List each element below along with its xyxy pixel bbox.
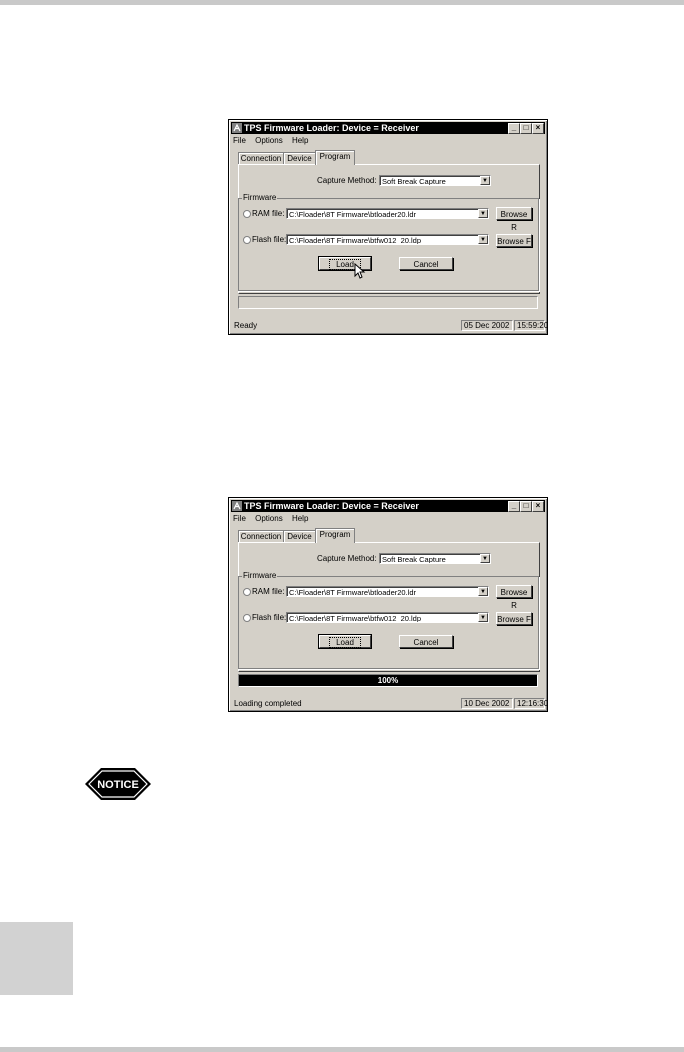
minimize-button[interactable]: _ xyxy=(508,123,520,134)
dropdown-arrow-icon[interactable]: ▼ xyxy=(478,587,488,596)
status-time: 15:59:20 xyxy=(514,320,545,331)
chapter-side-tab xyxy=(0,922,73,995)
menu-bar xyxy=(233,135,315,146)
menu-options[interactable]: Options xyxy=(255,514,283,523)
browse-ram-button[interactable]: Browse R xyxy=(496,585,532,598)
maximize-button[interactable]: □ xyxy=(520,501,532,512)
capture-method-select[interactable] xyxy=(379,175,491,186)
page-bottom-rule xyxy=(0,1047,684,1052)
flash-file-select[interactable] xyxy=(286,234,489,245)
maximize-button[interactable]: □ xyxy=(520,123,532,134)
ram-file-radio[interactable] xyxy=(243,210,251,218)
page-top-rule xyxy=(0,0,684,5)
ram-file-label: RAM file: xyxy=(252,209,285,218)
status-bar xyxy=(231,698,549,710)
title-bar[interactable] xyxy=(231,500,545,512)
load-button-label: Load xyxy=(329,259,361,270)
app-icon xyxy=(232,123,242,133)
tab-program[interactable]: Program xyxy=(315,150,355,165)
ram-file-select[interactable] xyxy=(286,208,489,219)
tab-device[interactable]: Device xyxy=(283,152,316,164)
status-text: Ready xyxy=(234,321,258,330)
window-title: TPS Firmware Loader: Device = Receiver xyxy=(244,123,419,133)
capture-method-select[interactable] xyxy=(379,553,491,564)
close-button[interactable]: × xyxy=(532,501,544,512)
tab-device[interactable]: Device xyxy=(283,530,316,542)
load-button[interactable] xyxy=(319,635,371,648)
menu-help[interactable]: Help xyxy=(291,136,309,145)
flash-file-radio[interactable] xyxy=(243,614,251,622)
menu-help[interactable]: Help xyxy=(291,514,309,523)
load-button-label: Load xyxy=(329,637,361,648)
program-tab-panel xyxy=(238,542,540,672)
dropdown-arrow-icon[interactable]: ▼ xyxy=(478,613,488,622)
close-button[interactable]: × xyxy=(532,123,544,134)
ram-file-label: RAM file: xyxy=(252,587,285,596)
dropdown-arrow-icon[interactable]: ▼ xyxy=(478,209,488,218)
flash-file-radio[interactable] xyxy=(243,236,251,244)
browse-flash-button[interactable]: Browse F xyxy=(496,234,532,247)
dropdown-arrow-icon[interactable]: ▼ xyxy=(480,176,490,185)
flash-file-label: Flash file: xyxy=(252,235,287,244)
firmware-loader-window-ready xyxy=(228,119,548,335)
cancel-button[interactable]: Cancel xyxy=(399,635,453,648)
program-tab-panel xyxy=(238,164,540,294)
capture-method-value: Soft Break Capture xyxy=(382,177,446,186)
firmware-group xyxy=(238,571,539,669)
firmware-group-label: Firmware xyxy=(243,193,277,202)
browse-flash-button[interactable]: Browse F xyxy=(496,612,532,625)
flash-file-select[interactable] xyxy=(286,612,489,623)
tab-program[interactable]: Program xyxy=(315,528,355,543)
dropdown-arrow-icon[interactable]: ▼ xyxy=(480,554,490,563)
tab-connection[interactable]: Connection xyxy=(238,530,284,542)
firmware-loader-window-completed xyxy=(228,497,548,712)
window-title: TPS Firmware Loader: Device = Receiver xyxy=(244,501,419,511)
minimize-button[interactable]: _ xyxy=(508,501,520,512)
status-text: Loading completed xyxy=(234,699,302,708)
mouse-pointer-icon xyxy=(354,263,366,279)
ram-file-value: C:\Floader\8T Firmware\btloader20.ldr xyxy=(289,210,416,219)
progress-text: 100% xyxy=(377,676,399,685)
menu-bar xyxy=(233,513,315,524)
progress-bar xyxy=(238,674,538,687)
capture-method-label: Capture Method: xyxy=(317,176,377,185)
tab-connection[interactable]: Connection xyxy=(238,152,284,164)
browse-ram-button[interactable]: Browse R xyxy=(496,207,532,220)
notice-icon xyxy=(83,766,153,802)
menu-file[interactable]: File xyxy=(233,514,246,523)
progress-bar xyxy=(238,296,538,309)
ram-file-value: C:\Floader\8T Firmware\btloader20.ldr xyxy=(289,588,416,597)
menu-options[interactable]: Options xyxy=(255,136,283,145)
notice-label: NOTICE xyxy=(97,779,139,791)
status-bar xyxy=(231,320,549,332)
status-date: 10 Dec 2002 xyxy=(461,698,513,709)
capture-method-value: Soft Break Capture xyxy=(382,555,446,564)
flash-file-label: Flash file: xyxy=(252,613,287,622)
ram-file-radio[interactable] xyxy=(243,588,251,596)
menu-file[interactable]: File xyxy=(233,136,246,145)
app-icon xyxy=(232,501,242,511)
firmware-group-label: Firmware xyxy=(243,571,277,580)
flash-file-value: C:\Floader\8T Firmware\btfw012_20.ldp xyxy=(289,236,422,245)
ram-file-select[interactable] xyxy=(286,586,489,597)
dropdown-arrow-icon[interactable]: ▼ xyxy=(478,235,488,244)
flash-file-value: C:\Floader\8T Firmware\btfw012_20.ldp xyxy=(289,614,422,623)
cancel-button[interactable]: Cancel xyxy=(399,257,453,270)
status-time: 12:16:30 xyxy=(514,698,545,709)
status-date: 05 Dec 2002 xyxy=(461,320,513,331)
title-bar[interactable] xyxy=(231,122,545,134)
firmware-group xyxy=(238,193,539,291)
capture-method-label: Capture Method: xyxy=(317,554,377,563)
